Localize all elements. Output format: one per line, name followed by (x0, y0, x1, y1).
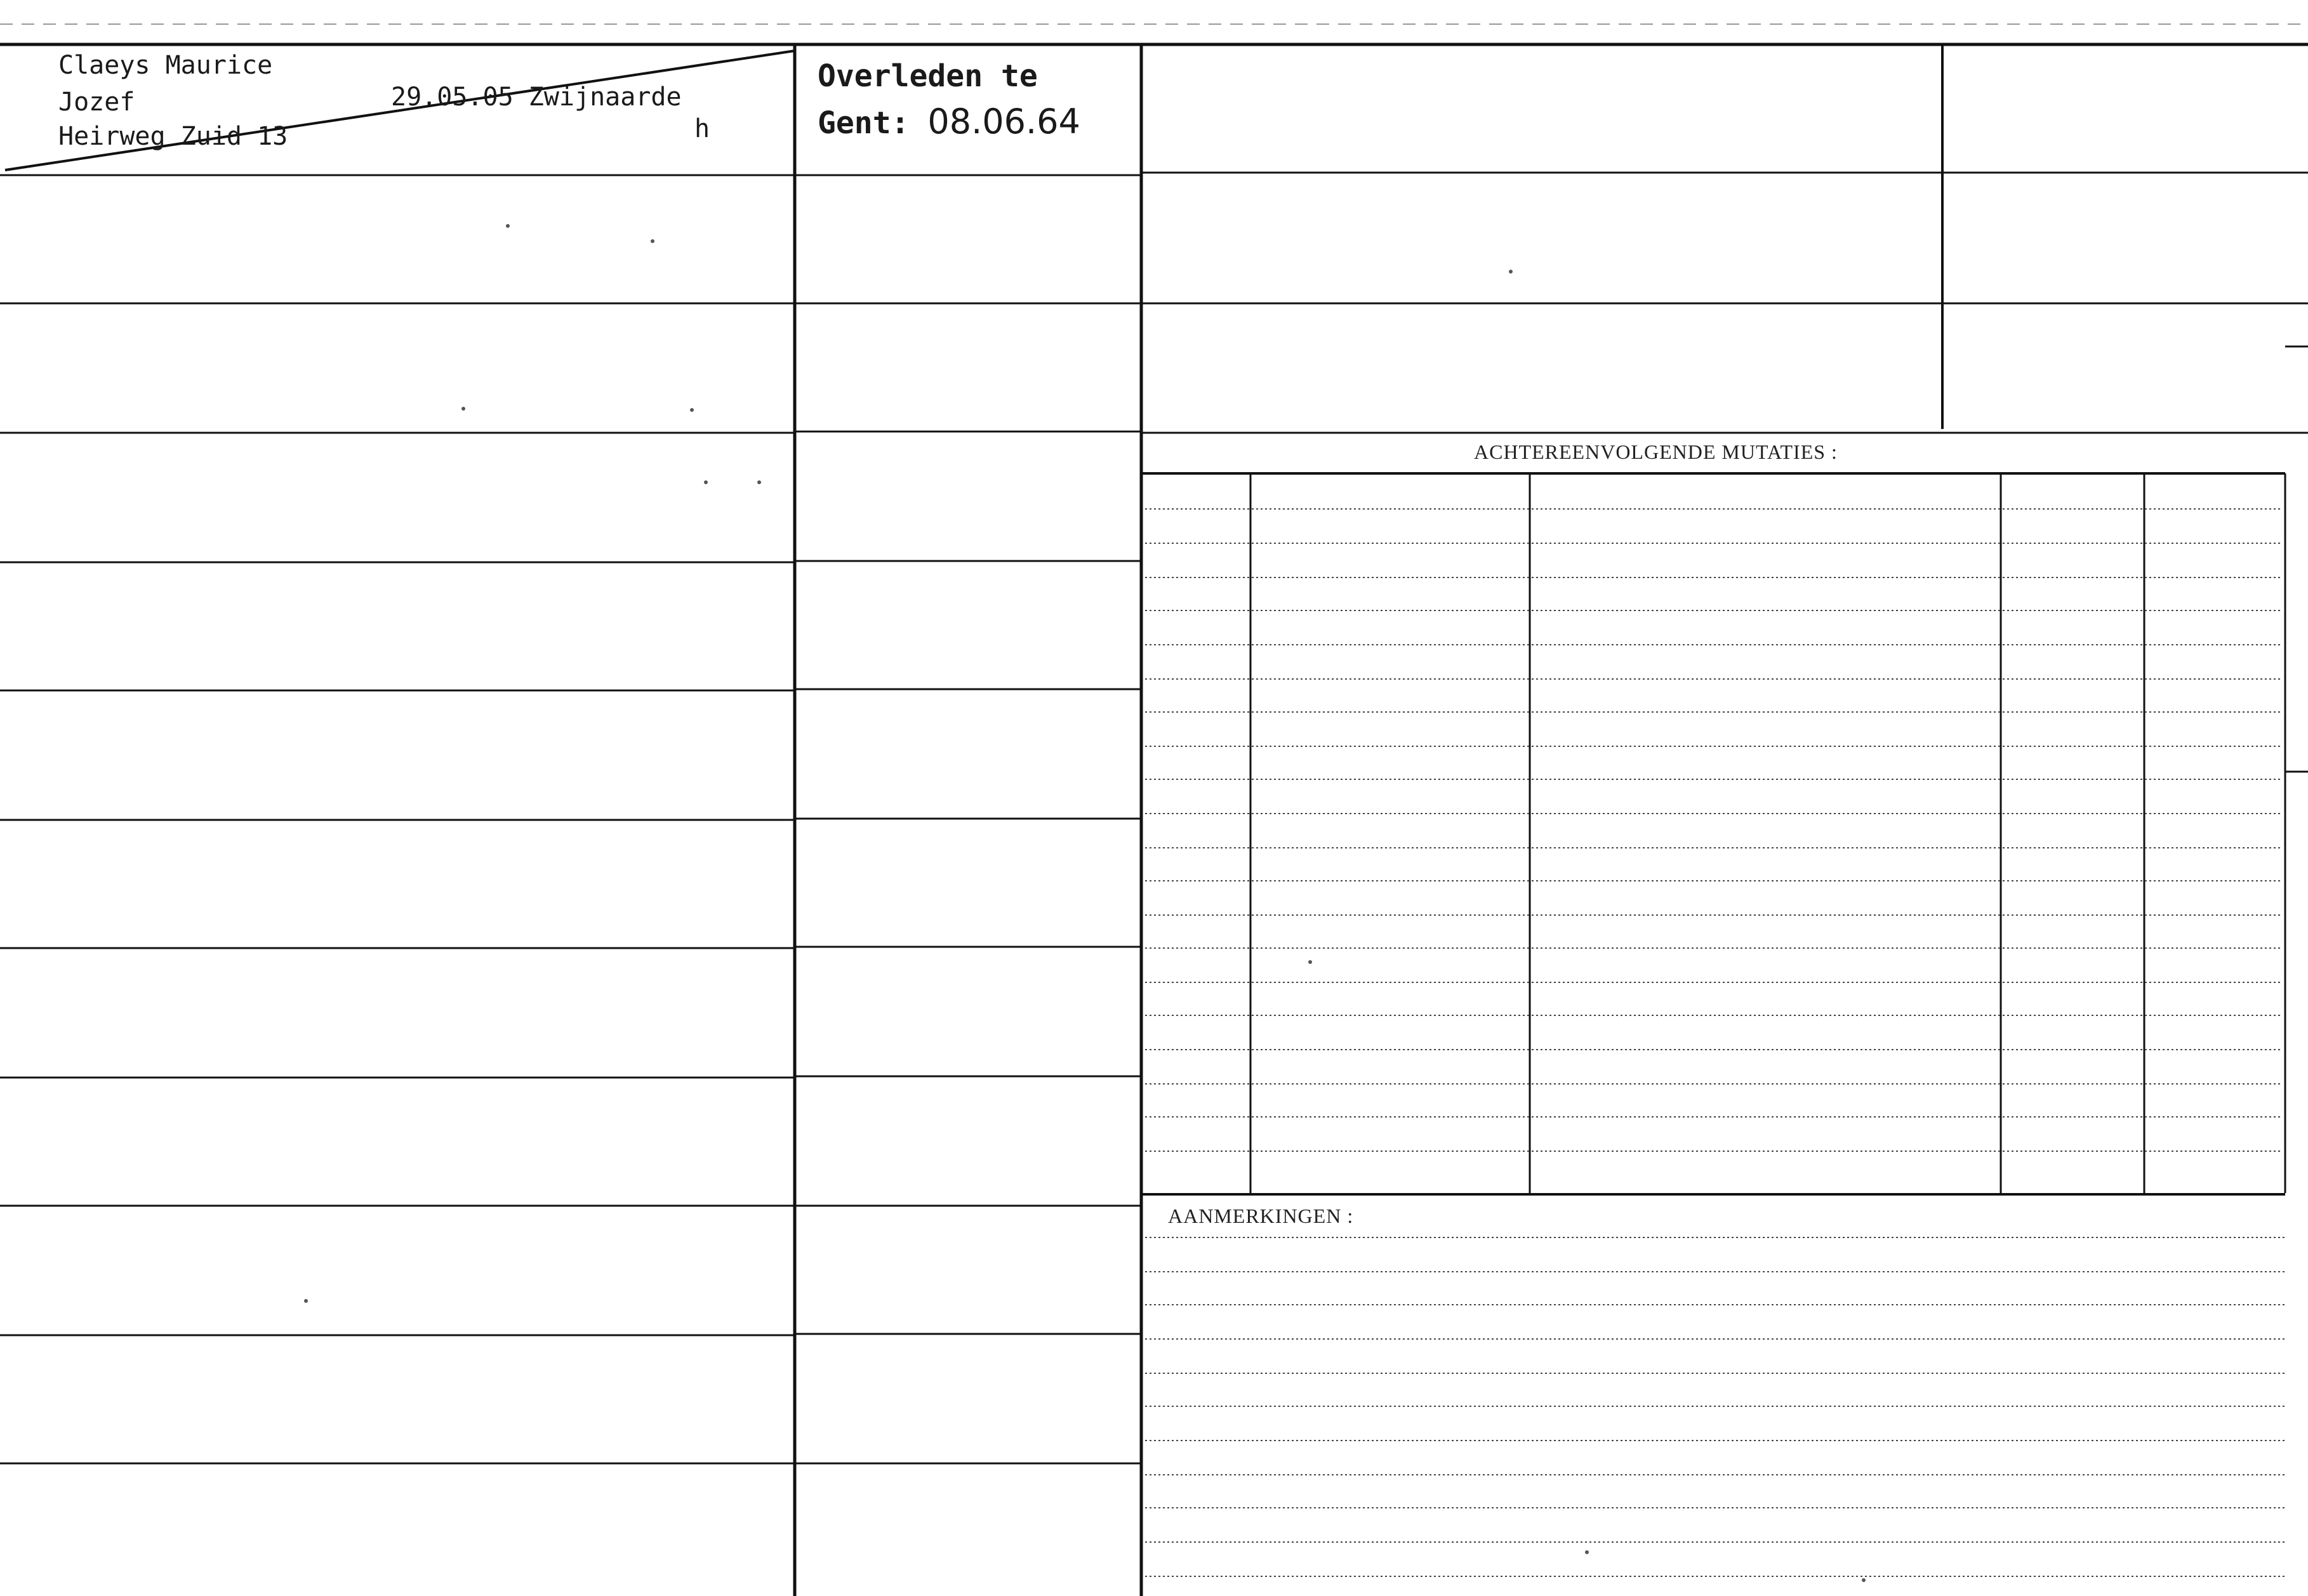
birth-date-place: 29.05.05 Zwijnaarde (391, 82, 682, 112)
aanmerkingen-heading: AANMERKINGEN : (1168, 1204, 1354, 1227)
death-place: Gent: (818, 105, 910, 141)
entry-mark: h (694, 114, 710, 143)
right-top-lines (1141, 173, 2308, 433)
aanmerkingen-dotted-rows (1145, 1237, 2285, 1576)
death-line1: Overleden te (818, 58, 1038, 94)
paper-specks (304, 224, 1866, 1582)
person-name-line2: Jozef (58, 88, 135, 117)
mutaties-table (1141, 473, 2285, 1194)
person-name-line1: Claeys Maurice (58, 51, 273, 80)
death-line2 (818, 102, 1080, 142)
mutaties-heading: ACHTEREENVOLGENDE MUTATIES : (1474, 440, 1838, 463)
left-row-lines (0, 175, 795, 1463)
death-date: 08.06.64 (927, 102, 1080, 142)
mutaties-dotted-rows (1145, 509, 2283, 1151)
person-address: Heirweg Zuid 13 (58, 122, 288, 151)
middle-row-lines (795, 175, 1141, 1463)
